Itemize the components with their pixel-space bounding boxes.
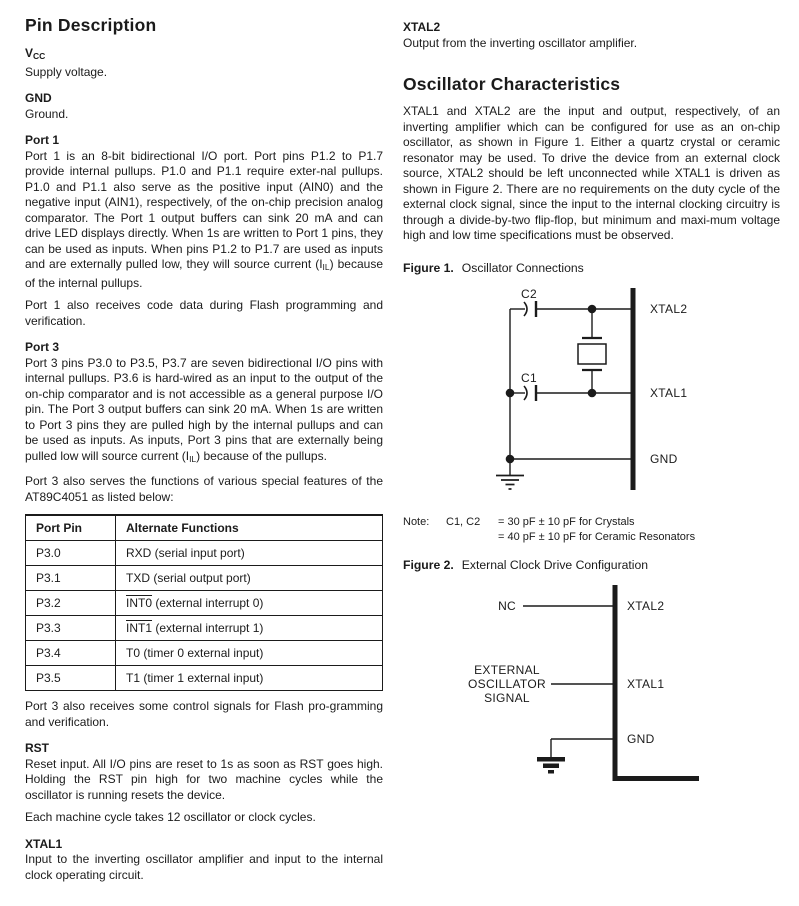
note-label: Note:	[403, 515, 430, 528]
port3-paragraph-3: Port 3 also receives some control signals for Flash pro-gramming and verification.	[25, 699, 383, 729]
port1-heading: Port 1	[25, 133, 60, 147]
junction-dots	[506, 304, 597, 463]
alternate-functions-table	[25, 514, 383, 691]
table-header-row	[26, 515, 383, 541]
vcc-heading: VCC	[25, 46, 46, 61]
left-column	[25, 14, 383, 883]
figure2-caption: Figure 2. External Clock Drive Configuration	[403, 557, 649, 572]
pin-description-title: Pin Description	[25, 15, 157, 35]
xtal2-pin-label: XTAL2	[627, 598, 665, 613]
col-header-alternate-functions: Alternate Functions	[116, 515, 383, 541]
rst-heading: RST	[25, 741, 49, 755]
port1-paragraph: Port 1 is an 8-bit bidirectional I/O port. Port pins P1.2 to P1.7 provide internal pullups. P1.0 and P1.1 require exter-nal pullups. P1.0 and P1.1 also serve as the positive input (AIN0) and the negative input (AIN1), respectively, of the on-chip precision analog comparator. The Port 1 output buffers can sink 20 mA and can drive LED displays directly. When 1s are written to Port 1 pins, they can be used as inputs. When pins P1.2 to P1.7 are used as inputs and are externally pulled low, they will source current (IIL) because of the internal pullups.	[25, 148, 383, 290]
oscillator-paragraph: XTAL1 and XTAL2 are the input and output, respectively, of an inverting amplifier which can be configured for use as an on-chip oscillator, as shown in Figure 1. Either a quartz crystal or ceramic resonator may be used. To drive the device from an external clock source, XTAL2 should be left unconnected while XTAL1 is driven as shown in Figure 2. There are no requirements on the duty cycle of the external clock signal, since the input to the internal clocking circuitry is through a divide-by-two flip-flop, but minimum and maxi-mum voltage high and low time specifications must be observed.	[403, 104, 780, 242]
earth-ground-icon	[496, 475, 524, 489]
xtal1-description: Input to the inverting oscillator amplifier and input to the internal clock operating circuit.	[25, 852, 383, 882]
chassis-ground-icon	[537, 757, 565, 774]
figure2-external-clock-diagram	[403, 581, 780, 789]
capacitor-c1-symbol	[524, 385, 536, 401]
external-oscillator-label-line2: OSCILLATOR	[468, 676, 546, 691]
c2-label: C2	[521, 286, 537, 301]
table-row: P3.5 T1 (timer 1 external input)	[26, 666, 383, 691]
table-row: P3.4 T0 (timer 0 external input)	[26, 641, 383, 666]
nc-label: NC	[498, 598, 516, 613]
figure1-wires	[510, 309, 633, 475]
col-header-port-pin: Port Pin	[26, 515, 116, 541]
rst-paragraph-2: Each machine cycle takes 12 oscillator or clock cycles.	[25, 810, 316, 824]
figure1-caption: Figure 1. Oscillator Connections	[403, 260, 584, 275]
capacitor-c2-symbol	[524, 301, 536, 317]
xtal2-pin-label: XTAL2	[650, 301, 688, 316]
table-row: P3.2 INT0 (external interrupt 0)	[26, 591, 383, 616]
note-refs: C1, C2	[446, 515, 481, 528]
xtal1-pin-label: XTAL1	[650, 385, 688, 400]
right-column	[403, 14, 780, 883]
figure1-oscillator-connections-diagram	[403, 284, 780, 502]
table-row: P3.3 INT1 (external interrupt 1)	[26, 616, 383, 641]
xtal1-heading: XTAL1	[25, 836, 63, 851]
table-row: P3.0 RXD (serial input port)	[26, 541, 383, 566]
xtal2-description: Output from the inverting oscillator amplifier.	[403, 35, 638, 50]
xtal1-pin-label: XTAL1	[627, 676, 665, 691]
oscillator-characteristics-title: Oscillator Characteristics	[403, 74, 621, 94]
note-values: = 30 pF ± 10 pF for Crystals = 40 pF ± 10 pF for Ceramic Resonators	[498, 515, 696, 543]
port3-heading: Port 3	[25, 340, 60, 354]
capacitance-note	[403, 515, 780, 546]
rst-paragraph: Reset input. All I/O pins are reset to 1s as soon as RST goes high. Holding the RST pin high for two machine cycles while the oscillator is running resets the device.	[25, 756, 383, 802]
port3-paragraph: Port 3 pins P3.0 to P3.5, P3.7 are seven bidirectional I/O pins with internal pullups. P3.6 is hard-wired as an input to the output of the on-chip comparator and is not accessible as a general purpose I/O pin. The Port 3 output buffers can sink 20 mA. When 1s are written to Port 3 pins they are pulled high by the internal pullups and can be used as inputs. As inputs, Port 3 pins that are externally being pulled low will source current (IIL) because of the pullups.	[25, 355, 383, 464]
external-oscillator-label-line3: SIGNAL	[484, 690, 530, 705]
table-row: P3.1 TXD (serial output port)	[26, 566, 383, 591]
vcc-description: Supply voltage.	[25, 64, 108, 79]
crystal-symbol	[578, 338, 606, 370]
c1-label: C1	[521, 370, 537, 385]
gnd-pin-label: GND	[650, 451, 678, 466]
port1-paragraph-2: Port 1 also receives code data during Flash programming and verification.	[25, 298, 383, 328]
gnd-pin-label: GND	[627, 731, 655, 746]
gnd-heading: GND	[25, 91, 52, 105]
xtal2-heading: XTAL2	[403, 20, 441, 34]
port3-paragraph-2: Port 3 also serves the functions of various special features of the AT89C4051 as listed below:	[25, 474, 383, 504]
gnd-description: Ground.	[25, 106, 69, 121]
external-oscillator-label-line1: EXTERNAL	[474, 662, 540, 677]
